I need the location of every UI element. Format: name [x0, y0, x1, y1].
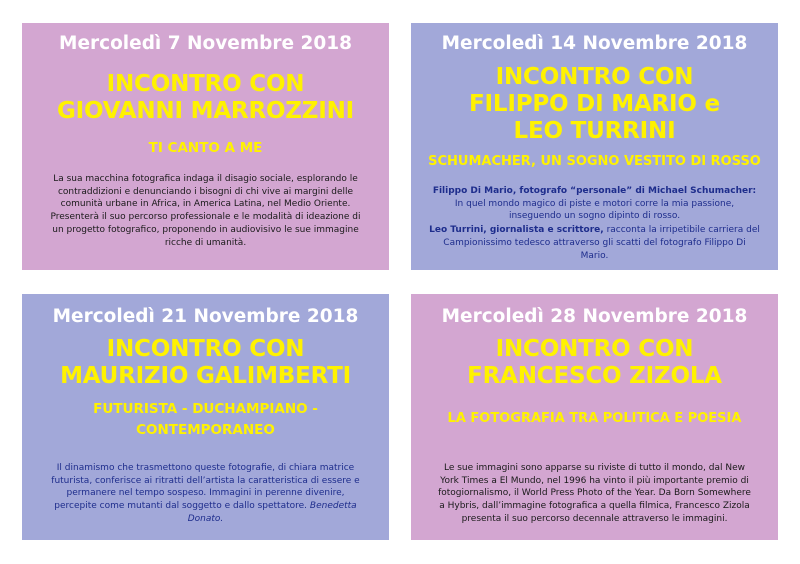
title-line: FILIPPO DI MARIO e [469, 91, 720, 117]
title-line: INCONTRO CON [106, 336, 305, 362]
title-line: GIOVANNI MARROZZINI [56, 98, 355, 124]
description-paragraph [46, 462, 365, 526]
subtitle-line: FUTURISTA - DUCHAMPIANO - [93, 401, 318, 417]
description-paragraph [429, 224, 760, 262]
description-text: Il dinamismo che trasmettono queste fotografie, di chiara matrice futurista, conferisce ai ritratti dell’artista la caratteristica di essere e permanere nel tempo sospeso. Immagini in perenne divenire, percepite come mutanti dal soggetto e dallo spettatore. [51, 463, 360, 512]
event-title [411, 336, 778, 390]
event-date: Mercoledì 28 Novembre 2018 [441, 306, 748, 327]
event-title [411, 64, 778, 145]
event-subtitle: TI CANTO A ME [148, 140, 263, 156]
subtitle-line: CONTEMPORANEO [136, 422, 275, 438]
event-subtitle: SCHUMACHER, UN SOGNO VESTITO DI ROSSO [428, 154, 761, 169]
title-line: FRANCESCO ZIZOLA [467, 363, 722, 389]
event-card-giovanni-marrozzini [22, 23, 389, 270]
event-title [22, 336, 389, 390]
title-line: INCONTRO CON [106, 71, 305, 97]
title-line: INCONTRO CON [495, 64, 694, 90]
title-line: LEO TURRINI [513, 118, 676, 144]
event-title [22, 71, 389, 125]
event-date: Mercoledì 21 Novembre 2018 [52, 306, 359, 327]
event-date: Mercoledì 7 Novembre 2018 [59, 33, 352, 54]
event-subtitle: LA FOTOGRAFIA TRA POLITICA E POESIA [447, 411, 742, 426]
event-card-maurizio-galimberti [22, 294, 389, 540]
description-bold: Filippo Di Mario, fotografo “personale” di Michael Schumacher: [432, 186, 757, 196]
description-text: Le sue immagini sono apparse su riviste di tutto il mondo, dal New York Times a El Mundo, nel 1996 ha vinto il più importante premio di fotogiornalismo, il World Press Photo of the Year. Da Born Somewhere a Hybris, dall’immagine fotografica a quella filmica, Francesco Zizola presenta il suo percorso decennale attraverso le immagini. [438, 463, 751, 524]
title-line: INCONTRO CON [495, 336, 694, 362]
description-text: La sua macchina fotografica indaga il disagio sociale, esplorando le contraddizioni e denunciando i bisogni di chi vive ai margini delle comunità urbane in Africa, in America Latina, nel Medio Oriente. Presenterà il suo percorso professionale e le modalità di ideazione di un progetto fotografico, proponendo in audiovisivo le sue immagine ricche di umanità. [50, 174, 361, 248]
event-subtitle [22, 399, 389, 441]
event-description [437, 462, 752, 526]
event-card-francesco-zizola [411, 294, 778, 540]
event-description [429, 185, 760, 262]
title-line: MAURIZIO GALIMBERTI [60, 363, 351, 389]
event-card-filippo-di-mario-leo-turrini [411, 23, 778, 270]
description-text: racconta la irripetibile carriera del Campionissimo tedesco attraverso gli scatti del fotografo Filippo Di Mario. [443, 225, 760, 261]
event-description [46, 462, 365, 526]
description-bold: Leo Turrini, giornalista e scrittore, [429, 225, 604, 236]
description-paragraph [429, 185, 760, 223]
event-date: Mercoledì 14 Novembre 2018 [441, 33, 748, 54]
event-description [48, 173, 363, 249]
description-author: Benedetta Donato. [187, 501, 357, 524]
description-text: In quel mondo magico di piste e motori corre la mia passione, inseguendo un sogno dipinto di rosso. [454, 198, 735, 222]
